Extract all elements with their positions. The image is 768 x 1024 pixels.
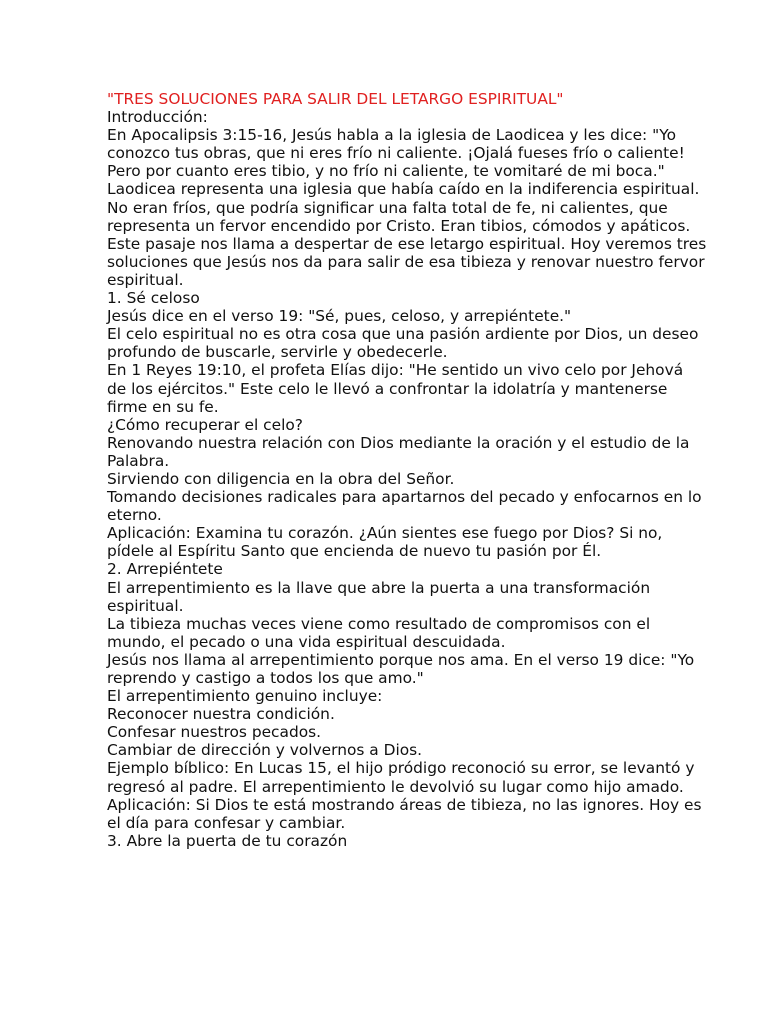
section-heading-3: 3. Abre la puerta de tu corazón [107, 831, 348, 850]
paragraph-sirviendo: Sirviendo con diligencia en la obra del Señor. [107, 469, 455, 488]
paragraph-como-recuperar: ¿Cómo recuperar el celo? [107, 415, 303, 434]
paragraph-jesus-nos-llama: Jesús nos llama al arrepentimiento porque nos ama. En el verso 19 dice: "Yo reprendo y castigo a todos los que amo." [107, 650, 695, 687]
paragraph-celo-espiritual: El celo espiritual no es otra cosa que una pasión ardiente por Dios, un deseo profundo de buscarle, servirle y obedecerle. [107, 325, 699, 362]
paragraph-1-reyes: En 1 Reyes 19:10, el profeta Elías dijo: "He sentido un vivo celo por Jehová de los ejércitos." Este celo le llevó a confrontar la idolatría y mantenerse firme en su fe. [107, 361, 684, 416]
paragraph-cambiar: Cambiar de dirección y volvernos a Dios. [107, 741, 423, 760]
section-heading-2: 2. Arrepiéntete [107, 560, 223, 579]
paragraph-verso-19: Jesús dice en el verso 19: "Sé, pues, celoso, y arrepiéntete." [107, 307, 572, 326]
paragraph-aplicacion-1: Aplicación: Examina tu corazón. ¿Aún sientes ese fuego por Dios? Si no, pídele al Espíritu Santo que encienda de nuevo tu pasión por Él. [107, 524, 663, 561]
document-title: "TRES SOLUCIONES PARA SALIR DEL LETARGO ESPIRITUAL" [107, 90, 564, 108]
section-heading-1: 1. Sé celoso [107, 289, 200, 308]
paragraph-confesar: Confesar nuestros pecados. [107, 723, 322, 742]
document-page [107, 90, 707, 850]
paragraph-tibieza: La tibieza muchas veces viene como resultado de compromisos con el mundo, el pecado o una vida espiritual descuidada. [107, 614, 651, 651]
paragraph-apocalipsis-quote: En Apocalipsis 3:15-16, Jesús habla a la iglesia de Laodicea y les dice: "Yo conozco tus obras, que ni eres frío ni caliente. ¡Ojalá fueses frío o caliente! Pero por cuanto eres tibio, y no frío ni caliente, te vomitaré de mi boca." [107, 126, 685, 181]
paragraph-aplicacion-2: Aplicación: Si Dios te está mostrando áreas de tibieza, no las ignores. Hoy es el día para confesar y cambiar. [107, 795, 702, 832]
paragraph-arrepentimiento-incluye: El arrepentimiento genuino incluye: [107, 687, 383, 706]
paragraph-tomando-decisiones: Tomando decisiones radicales para apartarnos del pecado y enfocarnos en lo eterno. [107, 488, 702, 525]
paragraph-introduccion-heading: Introducción: [107, 108, 208, 127]
paragraph-reconocer: Reconocer nuestra condición. [107, 705, 335, 724]
paragraph-laodicea: Laodicea representa una iglesia que había caído en la indiferencia espiritual. No eran fríos, que podría significar una falta total de fe, ni calientes, que representa un fervor encendido por Cristo. Eran tibios, cómodos y apáticos. Este pasaje nos llama a despertar de ese letargo espiritual. Hoy veremos tres soluciones que Jesús nos da para salir de esa tibieza y renovar nuestro fervor espiritual. [107, 180, 707, 289]
paragraph-renovando: Renovando nuestra relación con Dios mediante la oración y el estudio de la Palabra. [107, 433, 690, 470]
paragraph-ejemplo-biblico: Ejemplo bíblico: En Lucas 15, el hijo pródigo reconoció su error, se levantó y regresó al padre. El arrepentimiento le devolvió su lugar como hijo amado. [107, 759, 695, 796]
paragraph-arrepentimiento-llave: El arrepentimiento es la llave que abre la puerta a una transformación espiritual. [107, 578, 651, 615]
